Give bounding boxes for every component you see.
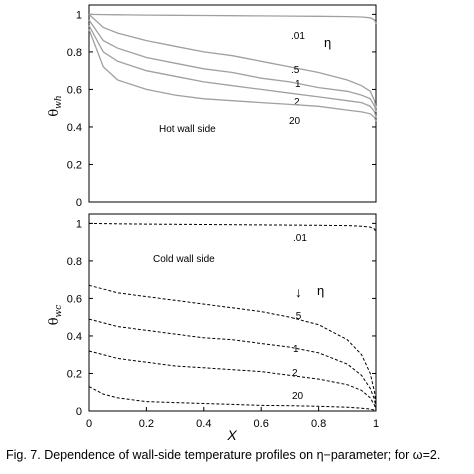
hot-wall-series-label: 2 — [294, 97, 300, 108]
cold-wall-series-label: .01 — [293, 233, 307, 244]
figure-caption: Fig. 7. Dependence of wall-side temperature profiles on η−parameter; for ω=2. — [6, 448, 441, 462]
cold-wall-series-group — [89, 223, 376, 411]
cold-wall-xtick-label: 0.8 — [310, 418, 327, 430]
hot-wall-title: Hot wall side — [159, 124, 216, 135]
cold-wall-series-label: 20 — [292, 391, 304, 402]
cold-wall-series-line — [89, 351, 376, 410]
cold-wall-legend-symbol: η — [317, 283, 325, 298]
cold-wall-ytick-label: 0.8 — [66, 255, 82, 268]
cold-wall-title: Cold wall side — [153, 254, 215, 265]
hot-wall-y-label: θwh — [47, 95, 64, 117]
hot-wall-plot-frame — [89, 5, 376, 202]
cold-wall-ytick-label: 0 — [75, 406, 82, 418]
hot-wall-series-label: 20 — [289, 116, 301, 127]
cold-wall-xtick-label: 0.4 — [196, 418, 212, 430]
hot-wall-series-line — [89, 14, 376, 23]
cold-wall-x-label: X — [227, 427, 237, 443]
cold-wall-ytick-label: 1 — [75, 218, 82, 231]
hot-wall-ytick-label: 1 — [75, 9, 82, 22]
hot-wall-series-label: 1 — [295, 79, 301, 90]
cold-wall-xtick-label: 0.6 — [253, 418, 269, 430]
hot-wall-series-label: .5 — [291, 65, 300, 76]
hot-wall-ytick-label: 0.2 — [66, 159, 82, 172]
cold-wall-panel — [47, 214, 379, 443]
hot-wall-legend-symbol: η — [324, 35, 332, 50]
cold-wall-series-line — [89, 285, 376, 407]
cold-wall-xtick-label: 0 — [85, 418, 93, 430]
cold-wall-y-axis — [67, 218, 376, 418]
cold-wall-ytick-label: 0.6 — [66, 293, 82, 306]
hot-wall-series-line — [89, 26, 376, 118]
cold-wall-series-label: 2 — [292, 368, 298, 379]
cold-wall-series-line — [89, 387, 376, 411]
cold-wall-series-label: 1 — [293, 344, 299, 355]
cold-wall-series-label: .5 — [293, 311, 302, 322]
cold-wall-series-line — [89, 223, 376, 232]
hot-wall-ytick-label: 0 — [75, 197, 82, 209]
hot-wall-series-group — [89, 14, 376, 127]
cold-wall-xtick-label: 1 — [372, 418, 380, 430]
hot-wall-series-label: .01 — [291, 31, 305, 42]
cold-wall-legend-arrow: ↓ — [295, 284, 302, 300]
cold-wall-series-line — [89, 319, 376, 409]
hot-wall-series-line — [89, 14, 376, 108]
cold-wall-ytick-label: 0.2 — [66, 368, 82, 381]
hot-wall-ytick-label: 0.8 — [66, 46, 82, 59]
cold-wall-ytick-label: 0.4 — [66, 330, 82, 343]
hot-wall-panel — [47, 5, 376, 209]
hot-wall-ytick-label: 0.4 — [66, 121, 82, 134]
cold-wall-y-label: θwc — [47, 304, 64, 326]
cold-wall-xtick-label: 0.2 — [138, 418, 155, 430]
hot-wall-ytick-label: 0.6 — [66, 84, 82, 97]
hot-wall-series-line — [89, 29, 376, 121]
